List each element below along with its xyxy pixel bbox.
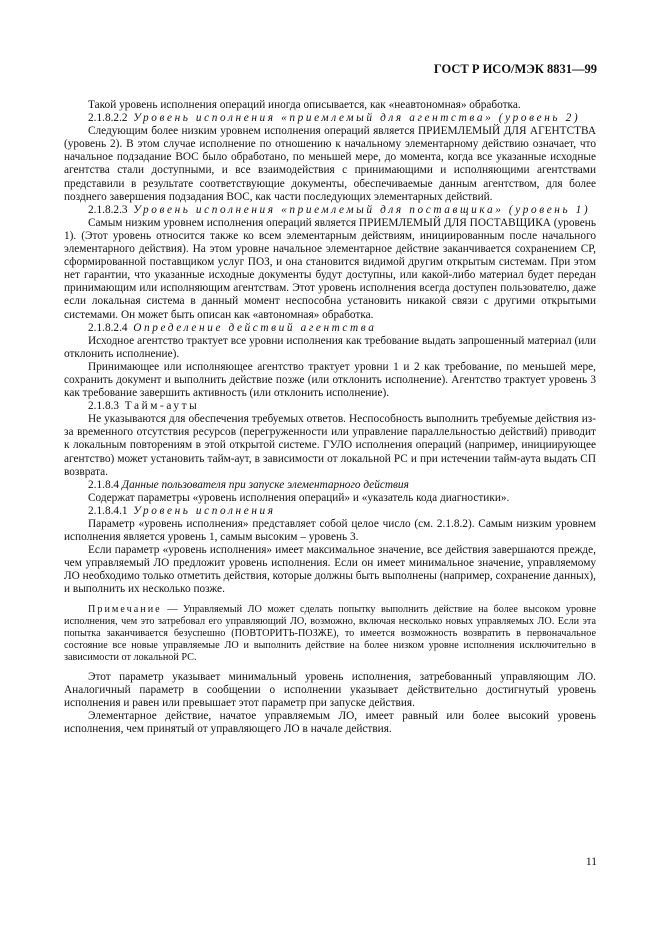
note-label: Примечание	[88, 603, 162, 615]
paragraph: Если параметр «уровень исполнения» имеет максимальное значение, все действия завершаются прежде, чем управляемый ЛО предложит уровень исполнения. Если он имеет минимальное значение, управляемому ЛО необходимо только отметить действия, которые должны быть выполнены (например, сохранение данных), и выполнить их несколько позже.	[64, 544, 596, 596]
section-heading-2-1-8-2-3	[64, 204, 596, 217]
section-number: 2.1.8.4.1	[88, 504, 128, 517]
note-text: — Управляемый ЛО может сделать попытку выполнить действие на более высоком уровне исполнения, чем это затребовал его управляющий ЛО, возможно, включая несколько новых управляемых ЛО. Если эта попытка заканчивается безуспешно (ПОВТОРИТЬ-ПОЗЖЕ), то имеется возможность возвратить в первоначальное состояние все новые управляемые ЛО и выполнить действие на более низком уровне исполнения исключительно в зависимости от локальной РС.	[64, 603, 597, 663]
section-title: Уровень исполнения «приемлемый для поставщика» (уровень 1)	[133, 203, 591, 216]
section-number: 2.1.8.2.4	[88, 321, 128, 334]
paragraph: Следующим более низким уровнем исполнения операций является ПРИЕМЛЕМЫЙ ДЛЯ АГЕНТСТВА (уровень 2). В этом случае исполнение по отношению к начальному элементарному действию означает, что начальное подзадание ВОС было обработано, по меньшей мере, до момента, когда все указанные исходные агентства стали доступными, и все взаимодействия с принимающими и исполняющими агентствами представили в результате соответствующие документы, обеспечиваемые данным агентством, для более позднего завершения подзадания ВОС, как части последующих элементарных действий.	[64, 125, 596, 203]
page-header: ГОСТ Р ИСО/МЭК 8831—99	[433, 62, 597, 76]
section-title: Данные пользователя при запуске элементарного действия	[121, 478, 409, 491]
section-heading-2-1-8-4-1	[64, 505, 596, 518]
section-heading-2-1-8-2-4	[64, 322, 596, 335]
paragraph: Содержат параметры «уровень исполнения операций» и «указатель кода диагностики».	[88, 491, 510, 504]
paragraph: Такой уровень исполнения операций иногда описывается, как «неавтономная» обработка.	[88, 99, 521, 111]
paragraph: Параметр «уровень исполнения» представляет собой целое число (см. 2.1.8.2). Самым низким уровнем исполнения является уровень 1, самым высоким – уровень 3.	[64, 518, 596, 544]
section-number: 2.1.8.2.2	[88, 112, 128, 125]
section-title: Уровень исполнения «приемлемый для агентства» (уровень 2)	[133, 112, 581, 125]
paragraph: Не указываются для обеспечения требуемых ответов. Неспособность выполнить требуемые действия из-за временного отсутствия ресурсов (перегруженности или управление параллельностью действий) приводит к локальным повторениям в этой открытой системе. ГУЛО исполнения операций (например, инициирующее агентство) может установить тайм-аут, в зависимости от локальной РС и при истечении тайм-аута выдать СП возврата.	[64, 413, 596, 478]
document-body	[64, 99, 596, 736]
section-number: 2.1.8.3	[88, 400, 120, 413]
section-heading-2-1-8-3	[64, 400, 596, 413]
paragraph: Исходное агентство трактует все уровни исполнения как требование выдать запрошенный материал (или отклонить исполнение).	[64, 334, 596, 360]
paragraph: Элементарное действие, начатое управляемым ЛО, имеет равный или более высокий уровень исполнения, чем принятый от управляющего ЛО в начале действия.	[64, 709, 596, 735]
section-number: 2.1.8.4	[88, 478, 120, 491]
paragraph: Принимающее или исполняющее агентство трактует уровни 1 и 2 как требование, по меньшей мере, сохранить документ и выполнить действие позже (или отклонить исполнение). Агентство трактует уровень 3 как требование завершить активность (или отклонить исполнение).	[64, 360, 596, 400]
section-title: Тайм-ауты	[124, 400, 200, 413]
section-heading-2-1-8-4	[64, 479, 596, 492]
paragraph: Этот параметр указывает минимальный уровень исполнения, затребованный управляющим ЛО. Аналогичный параметр в сообщении о исполнении указывает действительно достигнутый уровень исполнения и равен или превышает этот параметр при запуске действия.	[64, 670, 596, 709]
note-block	[64, 604, 596, 664]
page-number: 11	[585, 856, 597, 868]
section-title: Уровень исполнения	[133, 504, 276, 517]
section-heading-2-1-8-2-2	[64, 112, 596, 125]
paragraph: Самым низким уровнем исполнения операций является ПРИЕМЛЕМЫЙ ДЛЯ ПОСТАВЩИКА (уровень 1). (Этот уровень относится также ко всем элементарным действиям, инициированным после начального элементарного действия). На этом уровне начальное элементарное действие заканчивается сохранением СР, сформированной поставщиком услуг ПОЗ, и она становится видимой другим открытым системам. При этом нет гарантии, что указанные исходные документы будут доступны, или какой-либо материал будет передан принимающим или исполняющим агентствам. Этот уровень исполнения всегда доступен пользователю, даже если локальная система в данный момент неспособна установить никакой связи с другими открытыми системами. Он может быть описан как «автономная» обработка.	[64, 216, 596, 321]
section-title: Определение действий агентства	[133, 321, 377, 334]
section-number: 2.1.8.2.3	[88, 203, 128, 216]
